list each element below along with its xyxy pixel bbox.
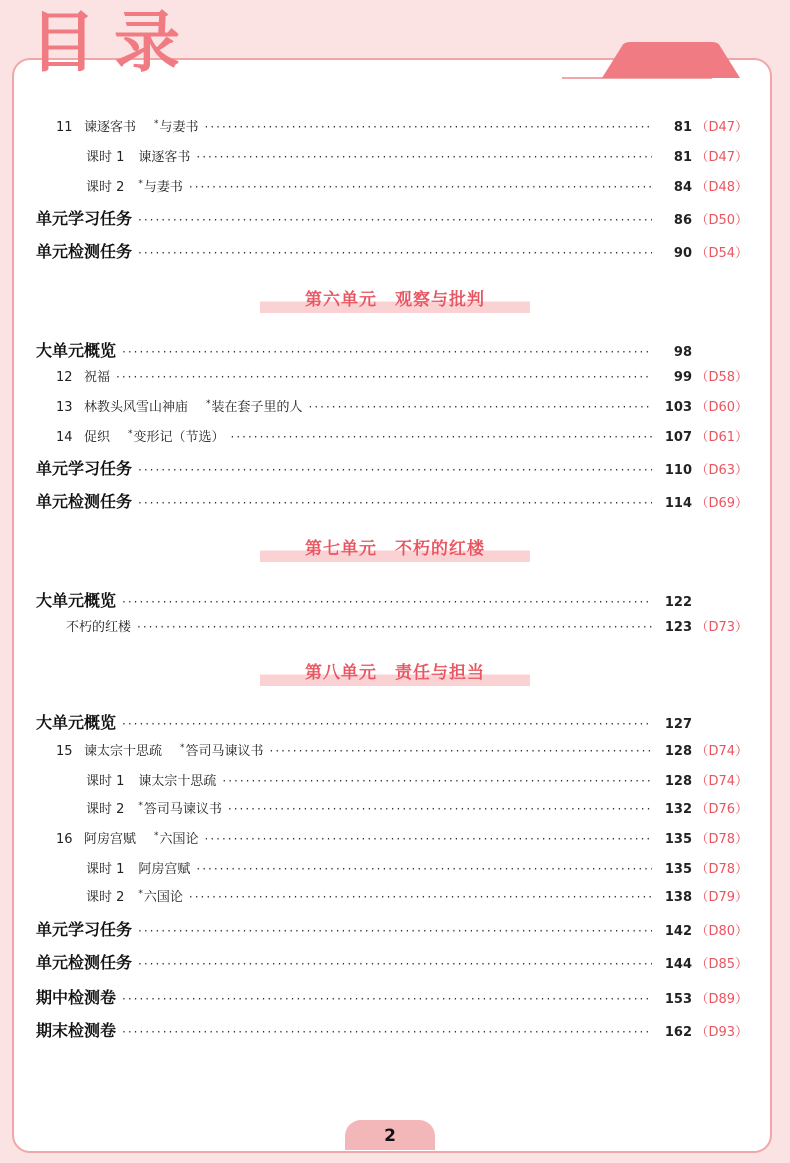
answer-page-ref: （D76） — [695, 802, 748, 817]
answer-page-ref: （D93） — [695, 1025, 748, 1040]
unit-heading: 第八单元 责任与担当 — [260, 660, 530, 686]
toc-entry[interactable] — [86, 858, 752, 877]
dot-leader — [228, 802, 652, 816]
dot-leader — [222, 774, 652, 788]
dot-leader — [196, 150, 652, 164]
page-number-ref: 123 — [664, 620, 692, 635]
lesson-number: 13 — [56, 400, 73, 415]
lesson-period-label: 课时 1 — [86, 774, 125, 789]
page-number-ref: 110 — [664, 463, 692, 478]
toc-entry[interactable] — [86, 798, 752, 817]
page-number-ref: 84 — [673, 180, 692, 195]
page-number-ref: 103 — [664, 400, 692, 415]
answer-page-ref: （D60） — [695, 400, 748, 415]
self-study-star-icon: * — [138, 888, 143, 899]
self-study-star-icon: * — [180, 742, 185, 753]
toc-entry[interactable] — [86, 770, 752, 789]
entry-title: 大单元概览 — [36, 591, 117, 610]
answer-page-ref: （D80） — [695, 924, 748, 939]
entry-secondary-title-text: 六国论 — [143, 890, 183, 905]
answer-page-ref: （D50） — [695, 213, 748, 228]
toc-entry[interactable] — [56, 116, 752, 135]
page-number-ref: 135 — [664, 832, 692, 847]
answer-page-ref: （D78） — [695, 862, 748, 877]
dot-leader — [231, 430, 652, 444]
answer-page-ref: （D47） — [695, 120, 748, 135]
self-study-star-icon: * — [206, 398, 211, 409]
entry-title: 单元检测任务 — [36, 242, 133, 261]
entry-secondary-title — [154, 116, 199, 135]
toc-entry[interactable] — [36, 917, 752, 940]
entry-secondary-title — [138, 176, 183, 195]
page-number: 2 — [345, 1120, 435, 1150]
answer-page-ref: （D61） — [695, 430, 748, 445]
page-number-ref: 127 — [664, 717, 692, 732]
entry-secondary-title — [128, 426, 225, 445]
entry-title: 谏逐客书 — [138, 150, 191, 165]
toc-entry[interactable] — [56, 366, 752, 385]
entry-title: 阿房宫赋 — [84, 832, 137, 847]
toc-entry[interactable] — [36, 456, 752, 479]
entry-secondary-title — [206, 396, 303, 415]
toc-entry[interactable] — [36, 710, 752, 733]
self-study-star-icon: * — [138, 800, 143, 811]
answer-page-ref: （D47） — [695, 150, 748, 165]
entry-secondary-title-text: 变形记（节选） — [133, 430, 225, 445]
toc-entry[interactable] — [36, 1018, 752, 1041]
entry-title: 大单元概览 — [36, 341, 117, 360]
dot-leader — [138, 463, 652, 477]
lesson-number: 12 — [56, 370, 73, 385]
answer-page-ref: （D89） — [695, 992, 748, 1007]
dot-leader — [205, 832, 652, 846]
lesson-period-label: 课时 2 — [86, 802, 125, 817]
answer-page-ref: （D58） — [695, 370, 748, 385]
entry-title: 不朽的红楼 — [66, 620, 132, 635]
entry-title: 谏太宗十思疏 — [84, 744, 163, 759]
entry-title: 谏太宗十思疏 — [138, 774, 217, 789]
dot-leader — [122, 717, 652, 731]
entry-secondary-title — [180, 740, 264, 759]
toc-entry[interactable] — [56, 426, 752, 445]
self-study-star-icon: * — [154, 830, 159, 841]
entry-title: 单元检测任务 — [36, 492, 133, 511]
entry-title: 促织 — [84, 430, 111, 445]
answer-page-ref: （D74） — [695, 744, 748, 759]
entry-title: 单元学习任务 — [36, 209, 133, 228]
dot-leader — [122, 992, 652, 1006]
lesson-period-label: 课时 2 — [86, 890, 125, 905]
dot-leader — [122, 345, 652, 359]
entry-secondary-title-text: 答司马谏议书 — [185, 744, 264, 759]
entry-title: 单元学习任务 — [36, 459, 133, 478]
answer-page-ref: （D74） — [695, 774, 748, 789]
entry-title: 阿房宫赋 — [138, 862, 191, 877]
toc-entry[interactable] — [66, 616, 752, 635]
answer-page-ref: （D69） — [695, 496, 748, 511]
page-number-ref: 81 — [673, 150, 692, 165]
page-number-ref: 128 — [664, 744, 692, 759]
answer-page-ref: （D78） — [695, 832, 748, 847]
dot-leader — [205, 120, 652, 134]
lesson-period-label: 课时 1 — [86, 150, 125, 165]
dot-leader — [196, 862, 652, 876]
dot-leader — [138, 213, 652, 227]
toc-entry[interactable] — [86, 176, 752, 195]
page-number-ref: 162 — [664, 1025, 692, 1040]
page-number-ref: 98 — [673, 345, 692, 360]
page-title: 目录 — [30, 4, 198, 81]
lesson-number: 16 — [56, 832, 73, 847]
entry-title: 林教头风雪山神庙 — [84, 400, 189, 415]
entry-secondary-title-text: 答司马谏议书 — [143, 802, 222, 817]
page-number-ref: 99 — [673, 370, 692, 385]
lesson-number: 11 — [56, 120, 73, 135]
dot-leader — [137, 620, 652, 634]
page-number-ref: 128 — [664, 774, 692, 789]
toc-entry[interactable] — [36, 588, 752, 611]
dot-leader — [189, 890, 652, 904]
self-study-star-icon: * — [138, 178, 143, 189]
unit-heading: 第六单元 观察与批判 — [260, 287, 530, 313]
lesson-period-label: 课时 1 — [86, 862, 125, 877]
page-number-ref: 135 — [664, 862, 692, 877]
dot-leader — [122, 1025, 652, 1039]
toc-entry[interactable] — [36, 985, 752, 1008]
self-study-star-icon: * — [128, 428, 133, 439]
entry-secondary-title-text: 装在套子里的人 — [211, 400, 303, 415]
answer-page-ref: （D54） — [695, 246, 748, 261]
toc-entry[interactable] — [86, 146, 752, 165]
page-number-ref: 122 — [664, 595, 692, 610]
answer-page-ref: （D63） — [695, 463, 748, 478]
dot-leader — [116, 370, 652, 384]
toc-entry[interactable] — [36, 338, 752, 361]
toc-entry[interactable] — [36, 489, 752, 512]
entry-title: 单元学习任务 — [36, 920, 133, 939]
dot-leader — [122, 595, 652, 609]
entry-secondary-title — [138, 798, 222, 817]
toc-entry[interactable] — [36, 950, 752, 973]
page-number-ref: 144 — [664, 957, 692, 972]
unit-heading: 第七单元 不朽的红楼 — [260, 536, 530, 562]
toc-entry[interactable] — [36, 239, 752, 262]
entry-secondary-title-text: 与妻书 — [159, 120, 199, 135]
page-number-ref: 153 — [664, 992, 692, 1007]
toc-entry[interactable] — [56, 740, 752, 759]
self-study-star-icon: * — [154, 118, 159, 129]
page-number-ref: 107 — [664, 430, 692, 445]
answer-page-ref: （D48） — [695, 180, 748, 195]
dot-leader — [138, 246, 652, 260]
entry-title: 单元检测任务 — [36, 953, 133, 972]
page-number-ref: 138 — [664, 890, 692, 905]
page-number-ref: 132 — [664, 802, 692, 817]
lesson-number: 15 — [56, 744, 73, 759]
entry-title: 期中检测卷 — [36, 988, 117, 1007]
dot-leader — [270, 744, 652, 758]
dot-leader — [309, 400, 652, 414]
toc-entry[interactable] — [36, 206, 752, 229]
toc-entry[interactable] — [56, 828, 752, 847]
entry-title: 大单元概览 — [36, 713, 117, 732]
entry-secondary-title-text: 与妻书 — [143, 180, 183, 195]
toc-entry[interactable] — [56, 396, 752, 415]
answer-page-ref: （D73） — [695, 620, 748, 635]
dot-leader — [138, 924, 652, 938]
entry-title: 祝福 — [84, 370, 111, 385]
dot-leader — [138, 957, 652, 971]
dot-leader — [138, 496, 652, 510]
page-number-ref: 114 — [664, 496, 692, 511]
entry-title: 谏逐客书 — [84, 120, 137, 135]
answer-page-ref: （D79） — [695, 890, 748, 905]
page-number-ref: 90 — [673, 246, 692, 261]
answer-page-ref: （D85） — [695, 957, 748, 972]
dot-leader — [189, 180, 652, 194]
page-number-ref: 81 — [673, 120, 692, 135]
lesson-period-label: 课时 2 — [86, 180, 125, 195]
lesson-number: 14 — [56, 430, 73, 445]
entry-title: 期末检测卷 — [36, 1021, 117, 1040]
entry-secondary-title — [154, 828, 199, 847]
toc-entry[interactable] — [86, 886, 752, 905]
page-number-ref: 86 — [673, 213, 692, 228]
page-number-ref: 142 — [664, 924, 692, 939]
entry-secondary-title-text: 六国论 — [159, 832, 199, 847]
entry-secondary-title — [138, 886, 183, 905]
